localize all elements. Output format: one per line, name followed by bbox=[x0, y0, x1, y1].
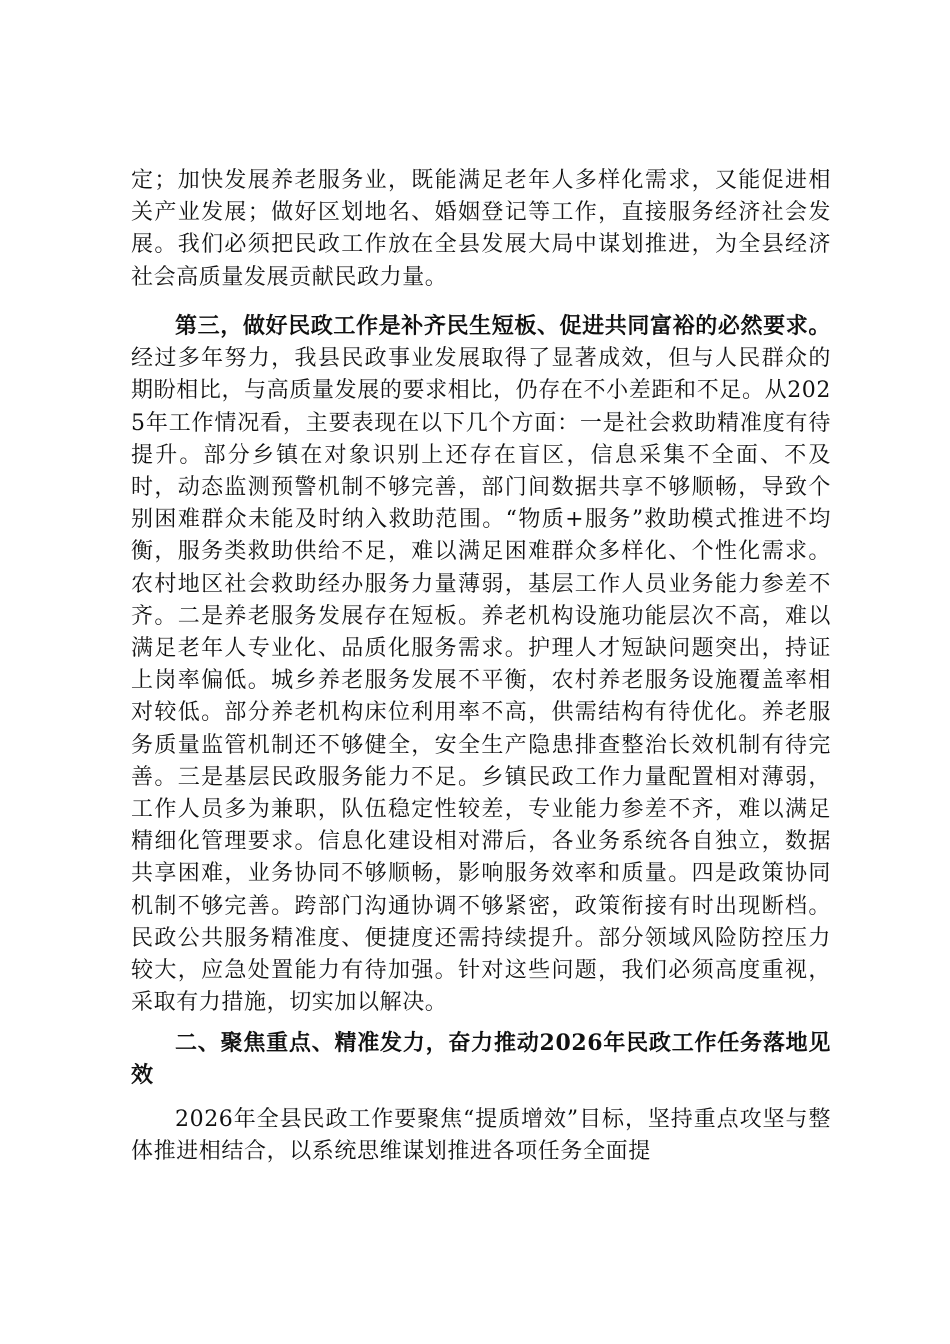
third-point-lead: 第三，做好民政工作是补齐民生短板、促进共同富裕的必然要求。 bbox=[175, 313, 831, 339]
section-intro-paragraph: 2026年全县民政工作要聚焦“提质增效”目标，坚持重点攻坚与整体推进相结合，以系统思维谋划推进各项任务全面提 bbox=[131, 1107, 831, 1165]
paragraph-third-point bbox=[131, 310, 831, 1019]
section-heading: 二、聚焦重点、精准发力，奋力推动2026年民政工作任务落地见效 bbox=[131, 1030, 831, 1089]
paragraph-continuation: 定；加快发展养老服务业，既能满足老年人多样化需求，又能促进相关产业发展；做好区划地名、婚姻登记等工作，直接服务经济社会发展。我们必须把民政工作放在全县发展大局中谋划推进，为全县经济社会高质量发展贡献民政力量。 bbox=[131, 168, 831, 290]
third-point-body: 经过多年努力，我县民政事业发展取得了显著成效，但与人民群众的期盼相比，与高质量发展的要求相比，仍存在不小差距和不足。从2025年工作情况看，主要表现在以下几个方面：一是社会救助精准度有待提升。部分乡镇在对象识别上还存在盲区，信息采集不全面、不及时，动态监测预警机制不够完善，部门间数据共享不够顺畅，导致个别困难群众未能及时纳入救助范围。“物质+服务”救助模式推进不均衡，服务类救助供给不足，难以满足困难群众多样化、个性化需求。农村地区社会救助经办服务力量薄弱，基层工作人员业务能力参差不齐。二是养老服务发展存在短板。养老机构设施功能层次不高，难以满足老年人专业化、品质化服务需求。护理人才短缺问题突出，持证上岗率偏低。城乡养老服务发展不平衡，农村养老服务设施覆盖率相对较低。部分养老机构床位利用率不高，供需结构有待优化。养老服务质量监管机制还不够健全，安全生产隐患排查整治长效机制有待完善。三是基层民政服务能力不足。乡镇民政工作力量配置相对薄弱，工作人员多为兼职，队伍稳定性较差，专业能力参差不齐，难以满足精细化管理要求。信息化建设相对滞后，各业务系统各自独立，数据共享困难，业务协同不够顺畅，影响服务效率和质量。四是政策协同机制不够完善。跨部门沟通协调不够紧密，政策衔接有时出现断档。民政公共服务精准度、便捷度还需持续提升。部分领域风险防控压力较大，应急处置能力有待加强。针对这些问题，我们必须高度重视，采取有力措施，切实加以解决。 bbox=[131, 346, 831, 1016]
